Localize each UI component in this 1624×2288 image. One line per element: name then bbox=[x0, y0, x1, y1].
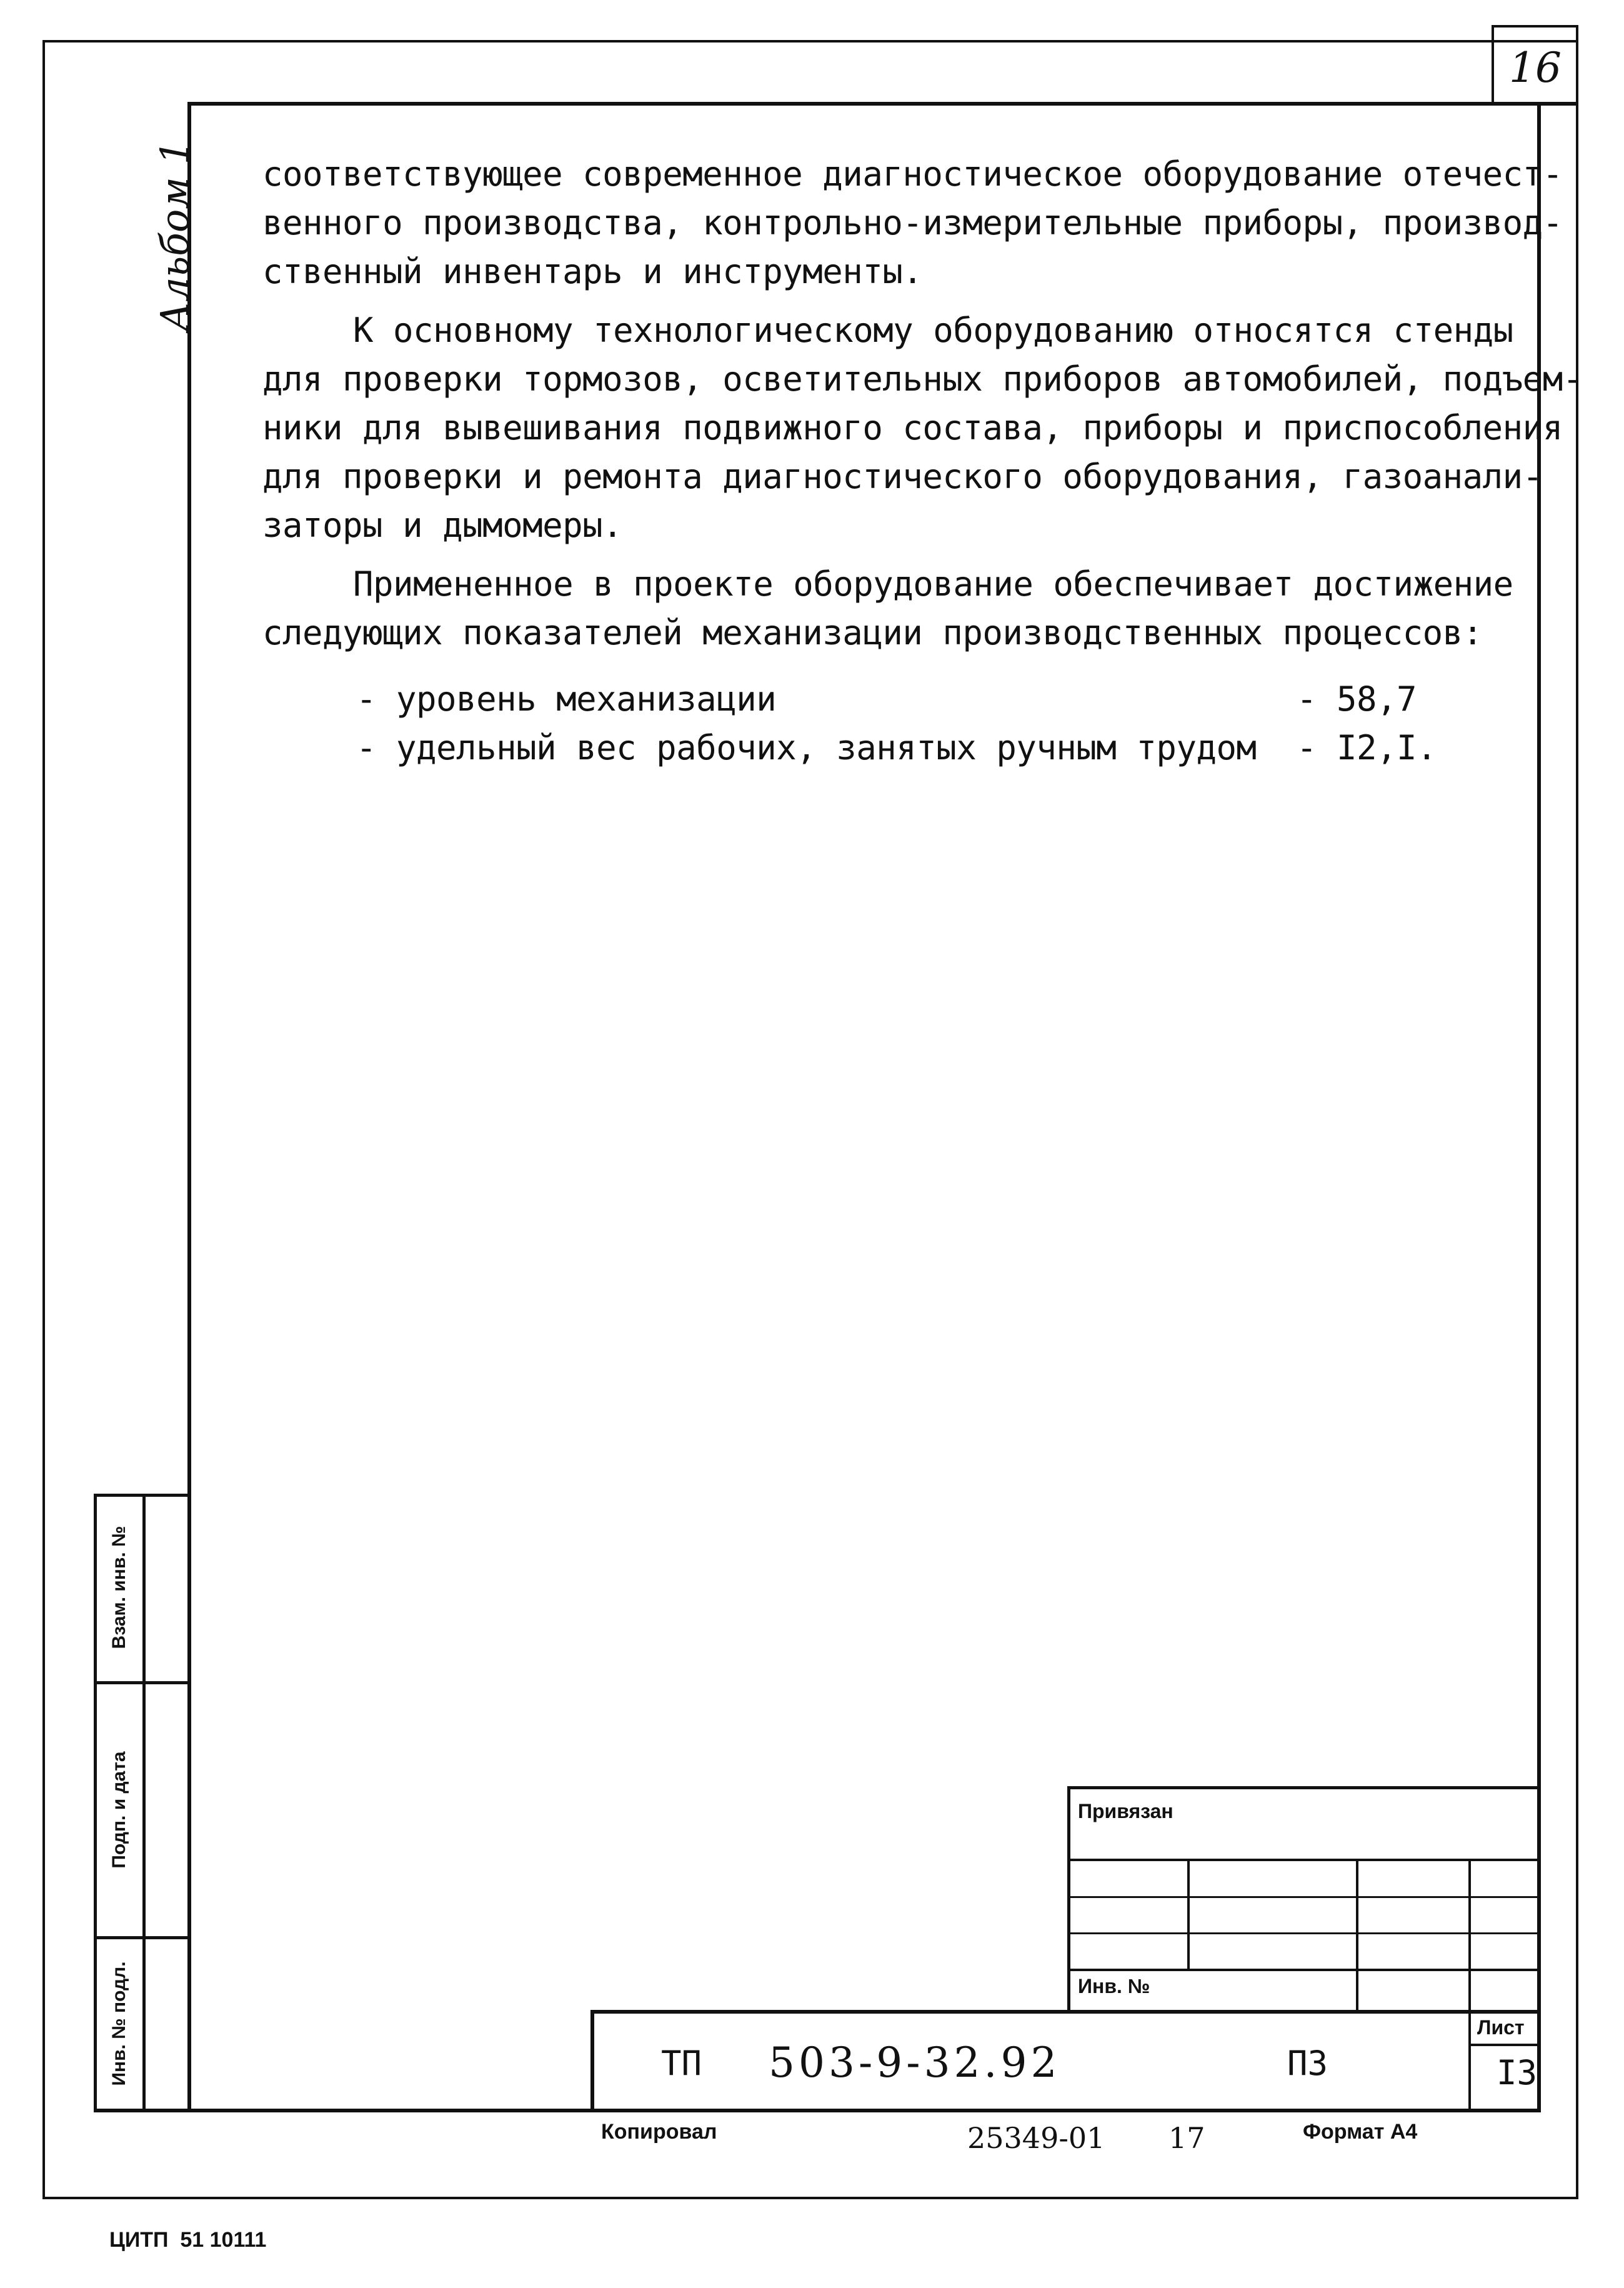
outer-frame-top bbox=[42, 40, 1578, 42]
format-label: Формат А4 bbox=[1303, 2120, 1418, 2144]
inner-frame-top bbox=[187, 102, 1578, 106]
inner-frame-left bbox=[187, 102, 191, 2112]
left-stamp-divider bbox=[142, 1494, 146, 2112]
para1-line1: соответствующее современное диагностическое оборудование отечест- bbox=[262, 154, 1563, 194]
label-inv-podl: Инв. № подл. bbox=[109, 1961, 129, 2086]
outer-frame-left bbox=[42, 40, 45, 2199]
page-number-handwritten: 16 bbox=[1509, 44, 1562, 92]
stamp-left bbox=[590, 2010, 594, 2112]
label-vzam-inv: Взам. инв. № bbox=[109, 1526, 129, 1649]
para2-line5: заторы и дымомеры. bbox=[262, 506, 623, 545]
para2-line3: ники для вывешивания подвижного состава, приборы и приспособления bbox=[262, 408, 1563, 447]
page-number-box-top bbox=[1492, 25, 1578, 27]
stamp-list-sep bbox=[1468, 2044, 1541, 2046]
kopiroval-label: Копировал bbox=[601, 2120, 717, 2144]
grid-col1 bbox=[1187, 1859, 1190, 1971]
indicator-label-2: - удельный вес рабочих, занятых ручным трудом bbox=[356, 728, 1257, 767]
stamp-list-divider bbox=[1468, 2012, 1471, 2112]
label-podp-data: Подп. и дата bbox=[109, 1751, 129, 1869]
list-number: I3 bbox=[1497, 2053, 1538, 2092]
doc-type: ПЗ bbox=[1287, 2044, 1328, 2083]
para2-line2: для проверки тормозов, осветительных приборов автомобилей, подъем- bbox=[262, 359, 1583, 399]
order-number: 25349-01 bbox=[967, 2121, 1105, 2155]
inner-frame-bottom bbox=[94, 2109, 1541, 2112]
grid-col2 bbox=[1356, 1859, 1358, 2012]
privyazan-top bbox=[1067, 1786, 1541, 1789]
tp-label: ТП bbox=[661, 2044, 702, 2083]
para3-line1: Примененное в проекте оборудование обеспечивает достижение bbox=[353, 564, 1513, 604]
inv-no-label: Инв. № bbox=[1078, 1975, 1150, 1997]
para1-line2: венного производства, контрольно-измерительные приборы, производ- bbox=[262, 203, 1563, 242]
copy-sheet-number: 17 bbox=[1168, 2121, 1205, 2155]
outer-frame-right bbox=[1576, 25, 1578, 2199]
left-stamp-sep1 bbox=[94, 1681, 191, 1684]
privyazan-left bbox=[1067, 1786, 1070, 2012]
indicator-label-1: - уровень механизации bbox=[356, 679, 777, 719]
indicator-value-1: - 58,7 bbox=[1297, 679, 1417, 719]
album-label: Альбом 1 bbox=[152, 140, 197, 331]
indicator-value-2: - I2,I. bbox=[1297, 728, 1437, 767]
org-code: ЦИТП 51 10111 bbox=[109, 2228, 267, 2252]
outer-frame-bottom bbox=[42, 2197, 1578, 2199]
grid-col3 bbox=[1468, 1859, 1471, 2012]
privyazan-label: Привязан bbox=[1078, 1800, 1173, 1822]
para2-line4: для проверки и ремонта диагностического оборудования, газоанали- bbox=[262, 457, 1543, 496]
doc-code: 503-9-32.92 bbox=[769, 2039, 1061, 2087]
left-stamp-left bbox=[94, 1494, 97, 2112]
para1-line3: ственный инвентарь и инструменты. bbox=[262, 252, 923, 291]
stamp-top bbox=[590, 2010, 1541, 2014]
para3-line2: следующих показателей механизации производственных процессов: bbox=[262, 613, 1483, 652]
para2-line1: К основному технологическому оборудованию относятся стенды bbox=[353, 311, 1513, 350]
page-number-box-left bbox=[1492, 25, 1494, 103]
list-label: Лист bbox=[1477, 2016, 1525, 2039]
